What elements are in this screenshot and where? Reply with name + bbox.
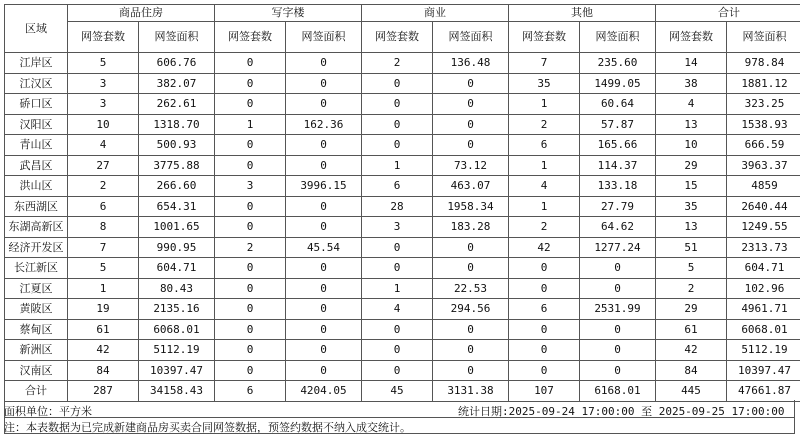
region-name-cell: 蔡甸区 [5, 319, 68, 340]
count-cell: 107 [509, 381, 580, 402]
area-cell: 2313.73 [727, 237, 800, 258]
region-name-cell: 硚口区 [5, 94, 68, 115]
table-row [5, 237, 800, 258]
area-unit-label: 面积单位：平方米 [4, 405, 92, 418]
area-cell: 3775.88 [139, 155, 215, 176]
area-cell: 6068.01 [727, 319, 800, 340]
sub-header-count: 网签套数 [509, 22, 580, 53]
count-cell: 6 [509, 299, 580, 320]
count-cell: 5 [656, 258, 727, 279]
area-cell: 0 [433, 237, 509, 258]
area-cell: 0 [433, 360, 509, 381]
group-header-office: 写字楼 [215, 5, 362, 22]
region-name-cell: 江汉区 [5, 73, 68, 94]
area-cell: 4204.05 [286, 381, 362, 402]
count-cell: 1 [509, 196, 580, 217]
count-cell: 0 [215, 360, 286, 381]
area-cell: 3963.37 [727, 155, 800, 176]
header-row-groups [5, 5, 800, 22]
sub-header-count: 网签套数 [362, 22, 433, 53]
area-cell: 27.79 [580, 196, 656, 217]
area-cell: 1499.05 [580, 73, 656, 94]
table-row [5, 176, 800, 197]
sub-header-count: 网签套数 [656, 22, 727, 53]
group-header-total: 合计 [656, 5, 800, 22]
count-cell: 0 [362, 73, 433, 94]
area-cell: 2640.44 [727, 196, 800, 217]
count-cell: 42 [68, 340, 139, 361]
count-cell: 4 [509, 176, 580, 197]
area-cell: 0 [286, 319, 362, 340]
count-cell: 3 [68, 73, 139, 94]
count-cell: 0 [215, 319, 286, 340]
sales-table [4, 4, 800, 402]
count-cell: 7 [509, 53, 580, 74]
count-cell: 4 [656, 94, 727, 115]
area-cell: 0 [286, 340, 362, 361]
count-cell: 0 [215, 196, 286, 217]
area-cell: 0 [580, 319, 656, 340]
sub-header-count: 网签套数 [215, 22, 286, 53]
count-cell: 0 [509, 360, 580, 381]
area-cell: 6168.01 [580, 381, 656, 402]
region-name-cell: 汉阳区 [5, 114, 68, 135]
table-row [5, 53, 800, 74]
area-cell: 0 [433, 319, 509, 340]
count-cell: 0 [215, 217, 286, 238]
count-cell: 0 [215, 278, 286, 299]
area-cell: 323.25 [727, 94, 800, 115]
count-cell: 3 [215, 176, 286, 197]
area-cell: 266.60 [139, 176, 215, 197]
table-row [5, 114, 800, 135]
area-cell: 0 [286, 278, 362, 299]
area-cell: 57.87 [580, 114, 656, 135]
group-header-other: 其他 [509, 5, 656, 22]
region-name-cell: 洪山区 [5, 176, 68, 197]
count-cell: 0 [215, 155, 286, 176]
table-row [5, 155, 800, 176]
area-cell: 0 [433, 94, 509, 115]
count-cell: 0 [362, 340, 433, 361]
footer-frame [4, 400, 795, 418]
count-cell: 287 [68, 381, 139, 402]
area-cell: 1958.34 [433, 196, 509, 217]
area-cell: 114.37 [580, 155, 656, 176]
area-cell: 80.43 [139, 278, 215, 299]
area-cell: 0 [286, 360, 362, 381]
count-cell: 0 [509, 319, 580, 340]
area-cell: 183.28 [433, 217, 509, 238]
area-cell: 604.71 [727, 258, 800, 279]
count-cell: 84 [656, 360, 727, 381]
count-cell: 10 [68, 114, 139, 135]
area-cell: 0 [580, 340, 656, 361]
area-cell: 133.18 [580, 176, 656, 197]
area-cell: 0 [286, 299, 362, 320]
area-cell: 0 [286, 94, 362, 115]
count-cell: 35 [509, 73, 580, 94]
area-cell: 1001.65 [139, 217, 215, 238]
region-name-cell: 经济开发区 [5, 237, 68, 258]
area-cell: 0 [580, 360, 656, 381]
area-cell: 666.59 [727, 135, 800, 156]
area-cell: 10397.47 [139, 360, 215, 381]
region-name-cell: 黄陂区 [5, 299, 68, 320]
count-cell: 0 [215, 258, 286, 279]
count-cell: 38 [656, 73, 727, 94]
area-cell: 990.95 [139, 237, 215, 258]
count-cell: 6 [509, 135, 580, 156]
area-cell: 0 [286, 53, 362, 74]
count-cell: 1 [509, 155, 580, 176]
region-name-cell: 长江新区 [5, 258, 68, 279]
count-cell: 6 [68, 196, 139, 217]
region-name-cell: 江夏区 [5, 278, 68, 299]
count-cell: 8 [68, 217, 139, 238]
table-row [5, 299, 800, 320]
count-cell: 0 [215, 73, 286, 94]
area-cell: 0 [286, 73, 362, 94]
count-cell: 3 [362, 217, 433, 238]
count-cell: 0 [362, 319, 433, 340]
count-cell: 0 [362, 258, 433, 279]
area-cell: 2531.99 [580, 299, 656, 320]
count-cell: 42 [509, 237, 580, 258]
sub-header-count: 网签套数 [68, 22, 139, 53]
count-cell: 5 [68, 258, 139, 279]
table-note: 注：本表数据为已完成新建商品房买卖合同网签数据，预签约数据不纳入成交统计。 [4, 421, 411, 434]
area-cell: 1881.12 [727, 73, 800, 94]
region-name-cell: 东湖高新区 [5, 217, 68, 238]
count-cell: 2 [656, 278, 727, 299]
sub-header-area: 网签面积 [727, 22, 800, 53]
region-name-cell: 青山区 [5, 135, 68, 156]
sub-header-area: 网签面积 [580, 22, 656, 53]
area-cell: 604.71 [139, 258, 215, 279]
count-cell: 1 [509, 94, 580, 115]
count-cell: 28 [362, 196, 433, 217]
count-cell: 5 [68, 53, 139, 74]
area-cell: 0 [433, 114, 509, 135]
sub-header-area: 网签面积 [139, 22, 215, 53]
area-cell: 0 [580, 278, 656, 299]
area-cell: 0 [580, 258, 656, 279]
count-cell: 0 [362, 94, 433, 115]
area-cell: 136.48 [433, 53, 509, 74]
area-cell: 606.76 [139, 53, 215, 74]
sub-header-area: 网签面积 [433, 22, 509, 53]
table-row [5, 258, 800, 279]
area-cell: 4961.71 [727, 299, 800, 320]
table-row [5, 94, 800, 115]
table-body [5, 53, 800, 402]
count-cell: 84 [68, 360, 139, 381]
area-cell: 0 [286, 155, 362, 176]
count-cell: 0 [215, 135, 286, 156]
count-cell: 42 [656, 340, 727, 361]
area-cell: 294.56 [433, 299, 509, 320]
area-cell: 1318.70 [139, 114, 215, 135]
area-cell: 0 [433, 73, 509, 94]
area-cell: 0 [286, 217, 362, 238]
header-row-sub [5, 22, 800, 53]
count-cell: 27 [68, 155, 139, 176]
count-cell: 0 [362, 135, 433, 156]
table-row [5, 196, 800, 217]
area-cell: 500.93 [139, 135, 215, 156]
count-cell: 19 [68, 299, 139, 320]
area-cell: 165.66 [580, 135, 656, 156]
count-cell: 10 [656, 135, 727, 156]
group-header-residential: 商品住房 [68, 5, 215, 22]
area-cell: 235.60 [580, 53, 656, 74]
area-cell: 0 [286, 258, 362, 279]
region-name-cell: 江岸区 [5, 53, 68, 74]
area-cell: 262.61 [139, 94, 215, 115]
count-cell: 6 [362, 176, 433, 197]
area-cell: 1249.55 [727, 217, 800, 238]
count-cell: 61 [68, 319, 139, 340]
count-cell: 0 [215, 53, 286, 74]
region-name-cell: 汉南区 [5, 360, 68, 381]
count-cell: 2 [509, 114, 580, 135]
total-row [5, 381, 800, 402]
area-cell: 0 [433, 258, 509, 279]
count-cell: 4 [362, 299, 433, 320]
count-cell: 0 [509, 340, 580, 361]
area-cell: 73.12 [433, 155, 509, 176]
count-cell: 14 [656, 53, 727, 74]
count-cell: 0 [215, 94, 286, 115]
area-cell: 10397.47 [727, 360, 800, 381]
count-cell: 0 [215, 340, 286, 361]
count-cell: 29 [656, 155, 727, 176]
area-cell: 4859 [727, 176, 800, 197]
table-row [5, 360, 800, 381]
area-cell: 22.53 [433, 278, 509, 299]
count-cell: 2 [509, 217, 580, 238]
area-cell: 47661.87 [727, 381, 800, 402]
region-header: 区域 [5, 5, 68, 53]
count-cell: 1 [362, 278, 433, 299]
count-cell: 45 [362, 381, 433, 402]
region-name-cell: 新洲区 [5, 340, 68, 361]
area-cell: 34158.43 [139, 381, 215, 402]
count-cell: 2 [215, 237, 286, 258]
group-header-commercial: 商业 [362, 5, 509, 22]
count-cell: 0 [362, 360, 433, 381]
area-cell: 0 [433, 135, 509, 156]
area-cell: 0 [286, 196, 362, 217]
area-cell: 654.31 [139, 196, 215, 217]
area-cell: 382.07 [139, 73, 215, 94]
table-row [5, 340, 800, 361]
area-cell: 978.84 [727, 53, 800, 74]
count-cell: 35 [656, 196, 727, 217]
region-name-cell: 东西湖区 [5, 196, 68, 217]
area-cell: 1538.93 [727, 114, 800, 135]
count-cell: 2 [362, 53, 433, 74]
area-cell: 102.96 [727, 278, 800, 299]
table-row [5, 278, 800, 299]
count-cell: 0 [362, 114, 433, 135]
count-cell: 0 [509, 278, 580, 299]
table-row [5, 319, 800, 340]
count-cell: 13 [656, 114, 727, 135]
area-cell: 162.36 [286, 114, 362, 135]
area-cell: 463.07 [433, 176, 509, 197]
area-cell: 2135.16 [139, 299, 215, 320]
count-cell: 6 [215, 381, 286, 402]
area-cell: 3996.15 [286, 176, 362, 197]
area-cell: 0 [286, 135, 362, 156]
count-cell: 2 [68, 176, 139, 197]
area-cell: 60.64 [580, 94, 656, 115]
count-cell: 1 [362, 155, 433, 176]
region-name-cell: 合计 [5, 381, 68, 402]
sub-header-area: 网签面积 [286, 22, 362, 53]
count-cell: 3 [68, 94, 139, 115]
count-cell: 61 [656, 319, 727, 340]
count-cell: 51 [656, 237, 727, 258]
table-row [5, 217, 800, 238]
count-cell: 445 [656, 381, 727, 402]
statistics-period: 统计日期:2025-09-24 17:00:00 至 2025-09-25 17:00:00 [458, 405, 785, 418]
count-cell: 1 [215, 114, 286, 135]
count-cell: 7 [68, 237, 139, 258]
count-cell: 29 [656, 299, 727, 320]
area-cell: 64.62 [580, 217, 656, 238]
count-cell: 1 [68, 278, 139, 299]
count-cell: 0 [509, 258, 580, 279]
area-cell: 1277.24 [580, 237, 656, 258]
count-cell: 15 [656, 176, 727, 197]
area-cell: 0 [433, 340, 509, 361]
area-cell: 45.54 [286, 237, 362, 258]
region-name-cell: 武昌区 [5, 155, 68, 176]
area-cell: 6068.01 [139, 319, 215, 340]
count-cell: 4 [68, 135, 139, 156]
area-cell: 5112.19 [139, 340, 215, 361]
count-cell: 0 [215, 299, 286, 320]
area-cell: 5112.19 [727, 340, 800, 361]
count-cell: 13 [656, 217, 727, 238]
count-cell: 0 [362, 237, 433, 258]
table-row [5, 73, 800, 94]
table-row [5, 135, 800, 156]
note-frame [4, 417, 795, 434]
area-cell: 3131.38 [433, 381, 509, 402]
